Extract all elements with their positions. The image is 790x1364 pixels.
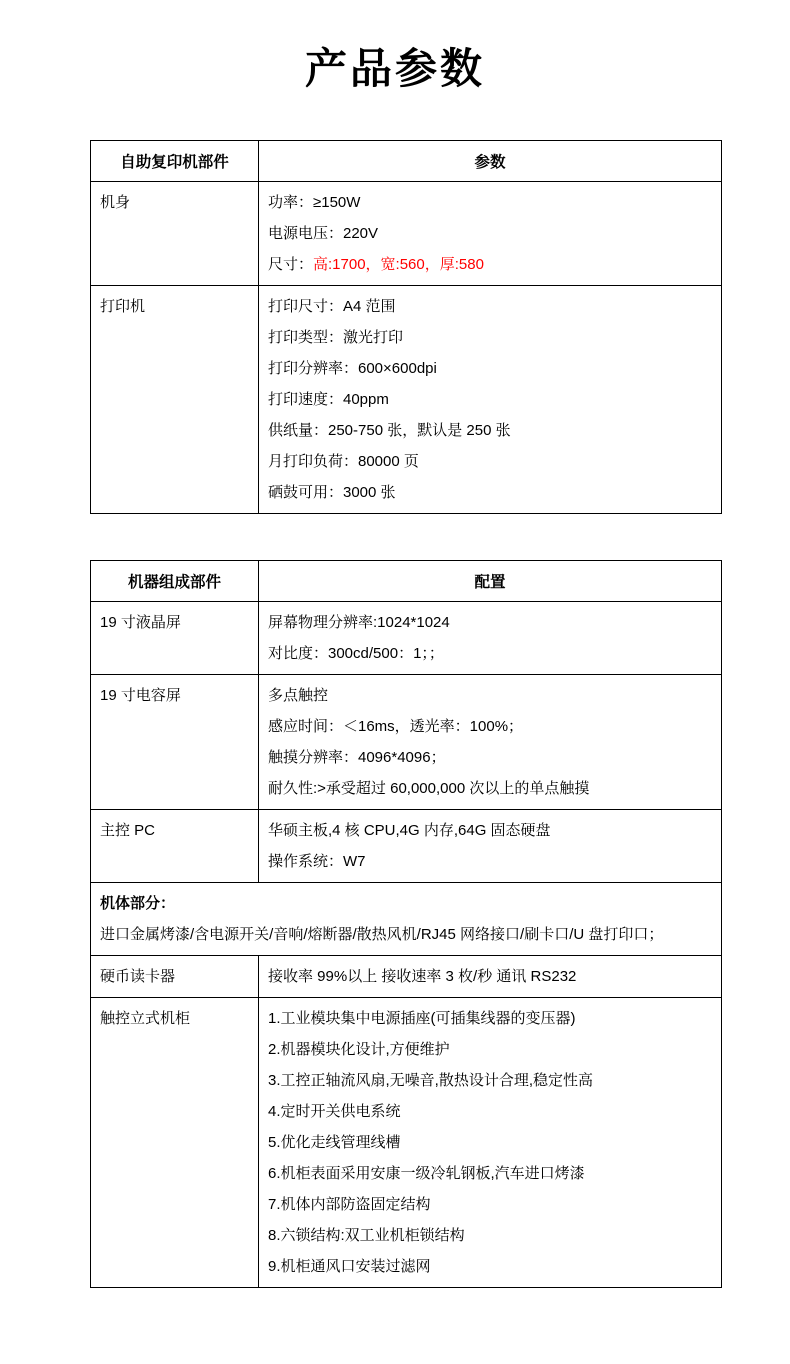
param-text: 月打印负荷：80000 页 [268, 453, 419, 470]
table-header-row [91, 561, 722, 602]
param-line [268, 1003, 713, 1034]
component-label-cell [91, 286, 259, 514]
param-line [268, 607, 713, 638]
table-row [91, 182, 722, 286]
param-line [268, 742, 713, 773]
param-text: 3.工控正轴流风扇,无噪音,散热设计合理,稳定性高 [268, 1072, 594, 1089]
table-row [91, 883, 722, 956]
component-params-cell [259, 956, 722, 998]
param-text: 6.机柜表面采用安康一级冷轧钢板,汽车进口烤漆 [268, 1165, 585, 1182]
table-header-row [91, 141, 722, 182]
table-row [91, 810, 722, 883]
header-machine-component: 机器组成部件 [91, 561, 259, 602]
param-text-highlight: 高:1700，宽:560，厚:580 [313, 256, 484, 273]
param-line [268, 1220, 713, 1251]
param-line [268, 846, 713, 877]
section-title: 机体部分： [100, 895, 176, 912]
param-line [268, 291, 713, 322]
param-text: 7.机体内部防盗固定结构 [268, 1196, 431, 1213]
component-params-cell [259, 182, 722, 286]
page-title: 产品参数 [304, 45, 485, 92]
param-line [268, 218, 713, 249]
param-text: 华硕主板,4 核 CPU,4G 内存,64G 固态硬盘 [268, 822, 551, 839]
param-text: 硒鼓可用：3000 张 [268, 484, 396, 501]
param-line [268, 711, 713, 742]
component-label-cell [91, 182, 259, 286]
header-copier-component: 自助复印机部件 [91, 141, 259, 182]
param-line [268, 1158, 713, 1189]
param-line [268, 773, 713, 804]
component-params-cell [259, 810, 722, 883]
component-params-cell [259, 998, 722, 1288]
param-text: 5.优化走线管理线槽 [268, 1134, 401, 1151]
param-text: 打印速度：40ppm [268, 391, 389, 408]
param-text: 感应时间：＜16ms，透光率：100%； [268, 718, 524, 735]
param-text: 对比度：300cd/500：1；； [268, 645, 444, 662]
param-line [268, 1034, 713, 1065]
component-label-cell [91, 998, 259, 1288]
param-text: 电源电压：220V [268, 225, 379, 242]
param-text: 打印尺寸：A4 范围 [268, 298, 396, 315]
table-row [91, 998, 722, 1288]
component-label-cell [91, 675, 259, 810]
component-label: 19 寸液晶屏 [100, 614, 181, 631]
param-text: 接收率 99%以上 接收速率 3 枚/秒 通讯 RS232 [268, 968, 577, 985]
param-line [268, 353, 713, 384]
component-label: 触控立式机柜 [100, 1010, 191, 1027]
component-params-cell [259, 602, 722, 675]
machine-components-table [90, 560, 722, 1288]
param-line [268, 249, 713, 280]
param-line [268, 187, 713, 218]
param-line [268, 477, 713, 508]
param-text: 9.机柜通风口安装过滤网 [268, 1258, 431, 1275]
component-params-cell [259, 286, 722, 514]
param-line [268, 1065, 713, 1096]
param-text: 1.工业模块集中电源插座(可插集线器的变压器) [268, 1010, 576, 1027]
component-label-cell [91, 956, 259, 998]
param-line [268, 815, 713, 846]
param-text: 打印类型：激光打印 [268, 329, 404, 346]
param-text: 耐久性:>承受超过 60,000,000 次以上的单点触摸 [268, 780, 590, 797]
component-label: 硬币读卡器 [100, 968, 176, 985]
param-line [268, 1096, 713, 1127]
param-text: 操作系统：W7 [268, 853, 366, 870]
param-text: 功率：≥150W [268, 194, 361, 211]
component-label-cell [91, 810, 259, 883]
param-line [268, 415, 713, 446]
param-text: 4.定时开关供电系统 [268, 1103, 401, 1120]
header-configuration: 配置 [259, 561, 722, 602]
param-line [268, 1251, 713, 1282]
param-text: 供纸量：250-750 张，默认是 250 张 [268, 422, 511, 439]
param-line [268, 322, 713, 353]
component-label: 机身 [100, 194, 131, 211]
table-row [91, 602, 722, 675]
copier-parts-table [90, 140, 722, 514]
param-line [268, 384, 713, 415]
header-parameters: 参数 [259, 141, 722, 182]
component-label: 主控 PC [100, 822, 156, 839]
component-label: 打印机 [100, 298, 146, 315]
param-line [268, 1127, 713, 1158]
param-line [268, 446, 713, 477]
param-line [268, 638, 713, 669]
component-label: 19 寸电容屏 [100, 687, 181, 704]
component-label-cell [91, 602, 259, 675]
param-line [268, 680, 713, 711]
param-text: 2.机器模块化设计,方便维护 [268, 1041, 450, 1058]
param-text: 尺寸： [268, 256, 314, 273]
param-text: 8.六锁结构:双工业机柜锁结构 [268, 1227, 465, 1244]
table-row [91, 956, 722, 998]
full-width-section-cell [91, 883, 722, 956]
param-text: 打印分辨率：600×600dpi [268, 360, 437, 377]
param-text: 触摸分辨率：4096*4096； [268, 749, 446, 766]
param-line [268, 1189, 713, 1220]
component-params-cell [259, 675, 722, 810]
param-text: 多点触控 [268, 687, 329, 704]
table-row [91, 675, 722, 810]
table-row [91, 286, 722, 514]
param-line [268, 961, 713, 992]
param-text: 屏幕物理分辨率:1024*1024 [268, 614, 450, 631]
section-text: 进口金属烤漆/含电源开关/音响/熔断器/散热风机/RJ45 网络接口/刷卡口/U 盘打印口； [100, 926, 664, 943]
